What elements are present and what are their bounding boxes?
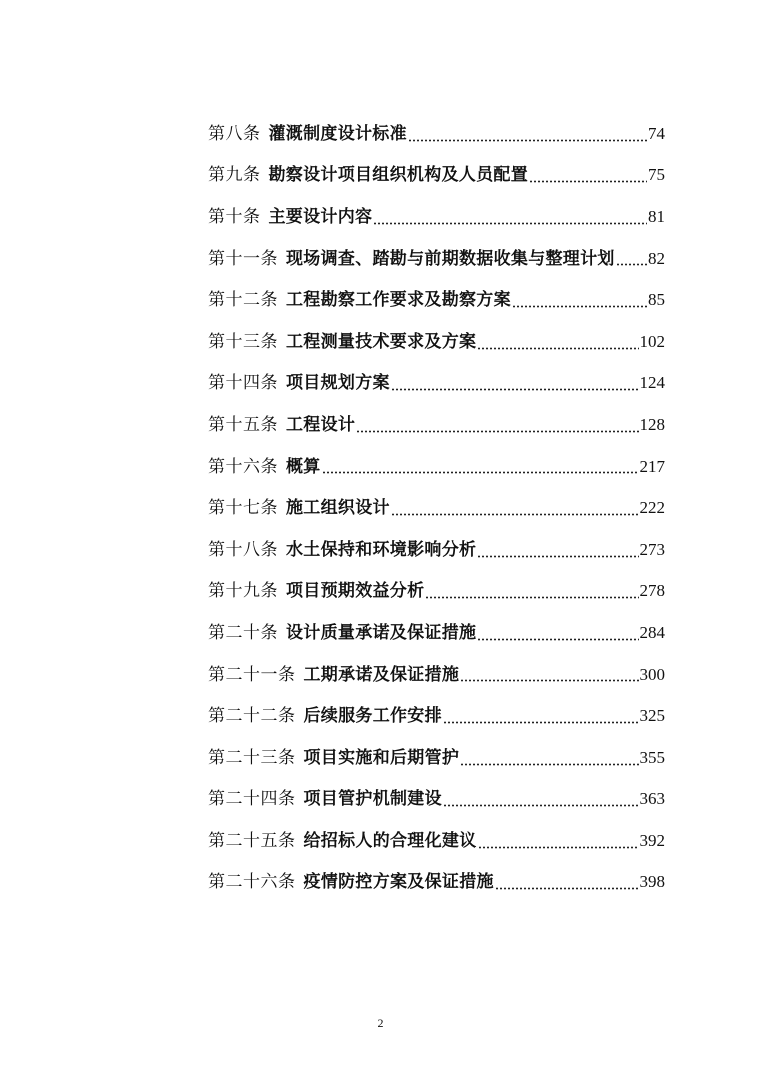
toc-page-number: 217: [639, 456, 665, 476]
toc-leader-dots: [495, 887, 639, 890]
toc-page-number: 85: [648, 290, 665, 310]
toc-article-number: 第十一条: [208, 248, 278, 269]
toc-leader-dots: [477, 555, 638, 558]
toc-article-number: 第二十五条: [208, 830, 296, 851]
toc-article-number: 第十五条: [208, 414, 278, 435]
toc-entry[interactable]: [208, 862, 665, 904]
toc-entry[interactable]: [208, 737, 665, 779]
toc-page-number: 222: [639, 498, 665, 518]
toc-entry[interactable]: [208, 695, 665, 737]
toc-page-number: 398: [639, 872, 665, 892]
toc-leader-dots: [477, 347, 638, 350]
toc-page-number: 284: [639, 622, 665, 642]
toc-article-number: 第二十三条: [208, 747, 296, 768]
toc-page-number: 273: [639, 539, 665, 559]
toc-article-number: 第九条: [208, 165, 261, 186]
toc-page-number: 363: [639, 789, 665, 809]
toc-page-number: 102: [639, 331, 665, 351]
toc-leader-dots: [512, 305, 647, 308]
toc-title: 施工组织设计: [286, 498, 390, 519]
toc-entry[interactable]: [208, 571, 665, 613]
toc-page-number: 124: [639, 373, 665, 393]
toc-article-number: 第十二条: [208, 290, 278, 311]
toc-article-number: 第十九条: [208, 581, 278, 602]
toc-entry[interactable]: [208, 155, 665, 197]
toc-page-number: 278: [639, 581, 665, 601]
toc-entry[interactable]: [208, 113, 665, 155]
table-of-contents: [208, 113, 665, 903]
toc-article-number: 第十条: [208, 206, 261, 227]
toc-title: 给招标人的合理化建议: [303, 830, 477, 851]
toc-title: 疫情防控方案及保证措施: [303, 872, 494, 893]
toc-title: 后续服务工作安排: [303, 706, 442, 727]
toc-leader-dots: [529, 180, 647, 183]
toc-title: 主要设计内容: [268, 206, 373, 227]
toc-title: 项目规划方案: [286, 373, 390, 394]
toc-title: 工期承诺及保证措施: [303, 664, 460, 685]
toc-leader-dots: [477, 638, 638, 641]
toc-entry[interactable]: [208, 446, 665, 488]
toc-page-number: 82: [648, 248, 665, 268]
toc-title: 工程测量技术要求及方案: [286, 331, 477, 352]
toc-leader-dots: [616, 263, 647, 266]
toc-page-number: 74: [648, 123, 665, 143]
toc-article-number: 第十七条: [208, 498, 278, 519]
toc-entry[interactable]: [208, 654, 665, 696]
toc-entry[interactable]: [208, 612, 665, 654]
toc-entry[interactable]: [208, 363, 665, 405]
toc-leader-dots: [322, 471, 639, 474]
toc-article-number: 第二十六条: [208, 872, 296, 893]
toc-leader-dots: [373, 222, 647, 225]
toc-entry[interactable]: [208, 487, 665, 529]
toc-article-number: 第八条: [208, 123, 261, 144]
toc-leader-dots: [391, 388, 639, 391]
toc-article-number: 第二十条: [208, 622, 278, 643]
toc-title: 勘察设计项目组织机构及人员配置: [268, 165, 528, 186]
toc-article-number: 第十三条: [208, 331, 278, 352]
toc-page-number: 355: [639, 747, 665, 767]
toc-entry[interactable]: [208, 238, 665, 280]
toc-title: 设计质量承诺及保证措施: [286, 622, 477, 643]
toc-leader-dots: [391, 513, 639, 516]
toc-title: 现场调查、踏勘与前期数据收集与整理计划: [286, 248, 615, 269]
toc-article-number: 第十八条: [208, 539, 278, 560]
toc-page-number: 325: [639, 706, 665, 726]
toc-article-number: 第十四条: [208, 373, 278, 394]
toc-title: 项目预期效益分析: [286, 581, 425, 602]
toc-entry[interactable]: [208, 779, 665, 821]
toc-entry[interactable]: [208, 321, 665, 363]
toc-page-number: 300: [639, 664, 665, 684]
toc-leader-dots: [460, 679, 638, 682]
toc-title: 项目管护机制建设: [303, 789, 442, 810]
toc-leader-dots: [443, 804, 639, 807]
toc-leader-dots: [443, 721, 639, 724]
page-number: 2: [377, 1016, 384, 1030]
toc-leader-dots: [408, 139, 647, 142]
toc-page-number: 392: [639, 830, 665, 850]
toc-entry[interactable]: [208, 820, 665, 862]
toc-title: 工程设计: [286, 414, 356, 435]
toc-leader-dots: [478, 846, 639, 849]
toc-title: 项目实施和后期管护: [303, 747, 460, 768]
toc-leader-dots: [425, 596, 638, 599]
toc-title: 灌溉制度设计标准: [268, 123, 407, 144]
toc-title: 工程勘察工作要求及勘察方案: [286, 290, 511, 311]
toc-leader-dots: [460, 763, 638, 766]
toc-entry[interactable]: [208, 279, 665, 321]
toc-entry[interactable]: [208, 196, 665, 238]
toc-title: 概算: [286, 456, 321, 477]
toc-article-number: 第十六条: [208, 456, 278, 477]
toc-page-number: 81: [648, 206, 665, 226]
toc-article-number: 第二十二条: [208, 706, 296, 727]
toc-page-number: 128: [639, 414, 665, 434]
toc-leader-dots: [356, 430, 638, 433]
toc-article-number: 第二十四条: [208, 789, 296, 810]
toc-article-number: 第二十一条: [208, 664, 296, 685]
toc-title: 水土保持和环境影响分析: [286, 539, 477, 560]
toc-page-number: 75: [648, 165, 665, 185]
toc-entry[interactable]: [208, 529, 665, 571]
toc-entry[interactable]: [208, 404, 665, 446]
